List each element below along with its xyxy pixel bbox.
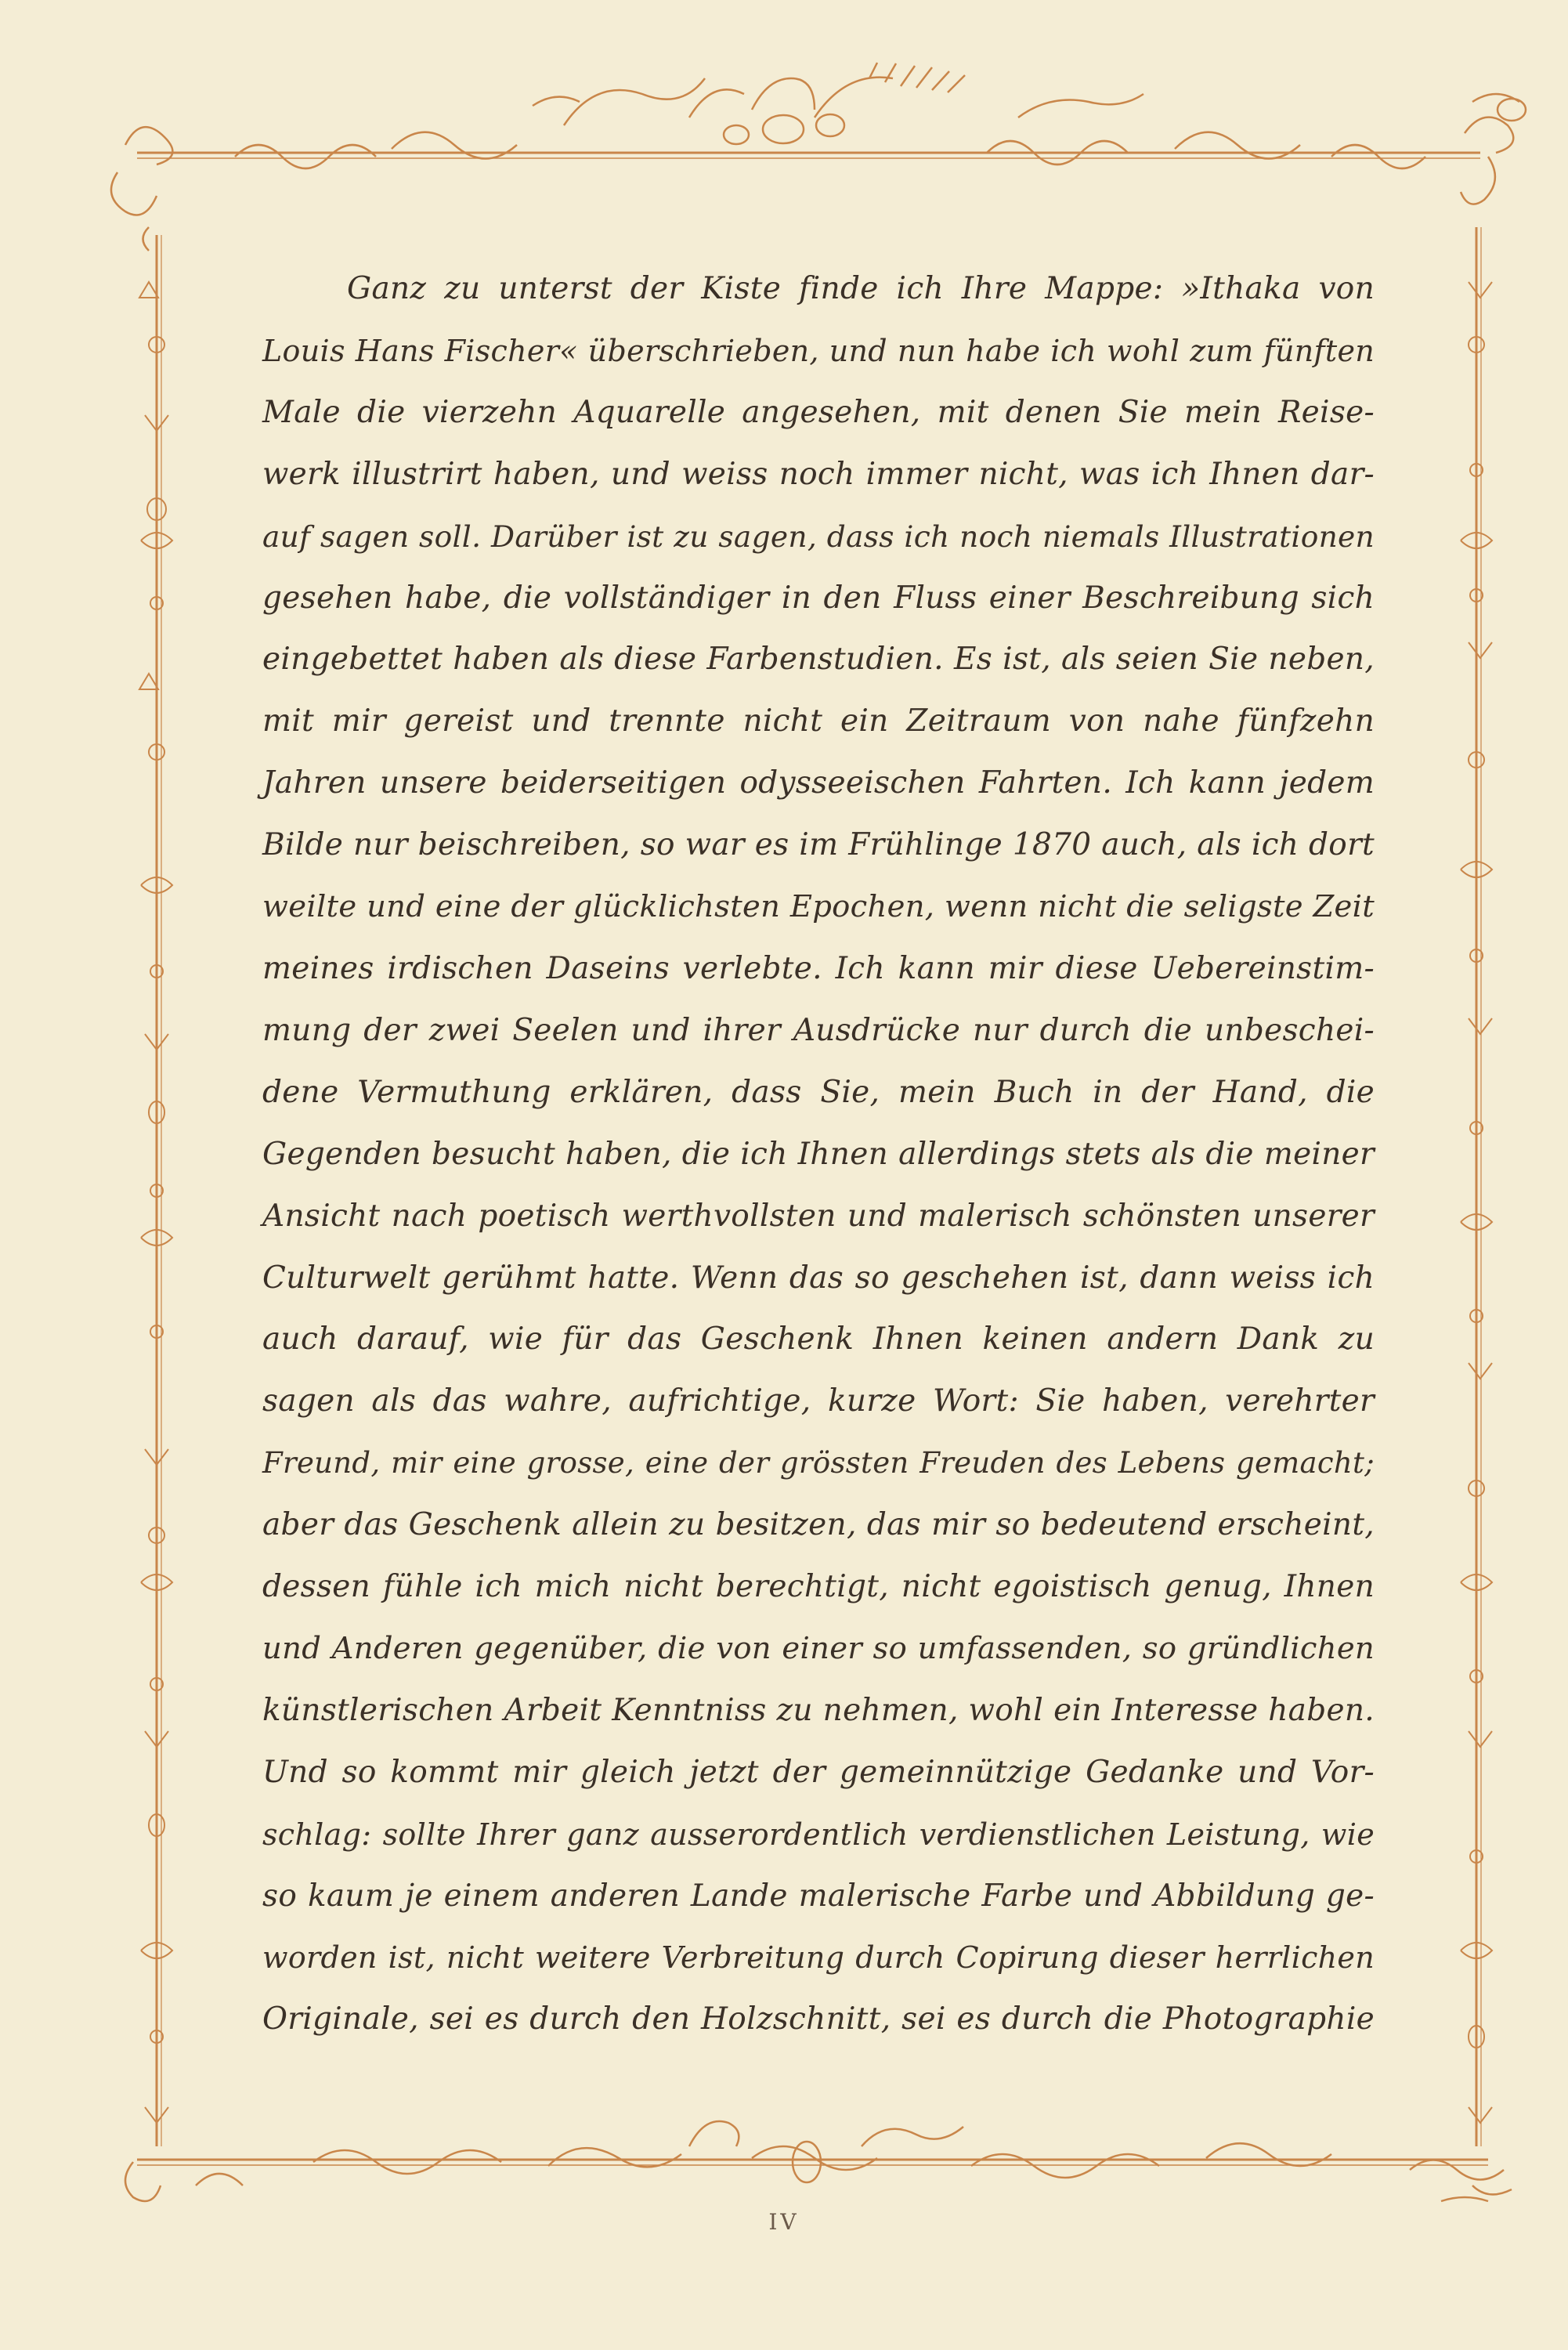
text-line: dene Vermuthung erklären, dass Sie, mein Buch in der Hand, die: [262, 1074, 1375, 1110]
text-line: Bilde nur beischreiben, so war es im Frühlinge 1870 auch, als ich dort: [262, 827, 1375, 863]
text-line: auch darauf, wie für das Geschenk Ihnen keinen andern Dank zu: [262, 1321, 1375, 1358]
text-line: Freund, mir eine grosse, eine der grössten Freuden des Lebens gemacht;: [262, 1446, 1375, 1480]
text-line: gesehen habe, die vollständiger in den Fluss einer Beschreibung sich: [262, 580, 1375, 616]
text-line: dessen fühle ich mich nicht berechtigt, nicht egoistisch genug, Ihnen: [262, 1569, 1375, 1605]
text-line: schlag: sollte Ihrer ganz ausserordentlich verdienstlichen Leistung, wie: [262, 1817, 1375, 1852]
text-line: Ganz zu unterst der Kiste finde ich Ihre Mappe: »Ithaka von: [347, 271, 1375, 306]
text-line: so kaum je einem anderen Lande malerische Farbe und Abbildung ge-: [262, 1878, 1375, 1914]
text-line: Ansicht nach poetisch werthvollsten und malerisch schönsten unserer: [262, 1198, 1375, 1234]
text-line: mung der zwei Seelen und ihrer Ausdrücke nur durch die unbeschei-: [262, 1012, 1375, 1048]
text-line: mit mir gereist und trennte nicht ein Zeitraum von nahe fünfzehn: [262, 703, 1375, 739]
bottom-scrollwork: [125, 2121, 1512, 2201]
text-line: Culturwelt gerühmt hatte. Wenn das so geschehen ist, dann weiss ich: [262, 1260, 1375, 1296]
text-line: sagen als das wahre, aufrichtige, kurze Wort: Sie haben, verehrter: [262, 1383, 1375, 1419]
text-line: Louis Hans Fischer« überschrieben, und nun habe ich wohl zum fünften: [262, 333, 1375, 368]
text-line: eingebettet haben als diese Farbenstudien. Es ist, als seien Sie neben,: [262, 642, 1375, 678]
text-line: Und so kommt mir gleich jetzt der gemeinnützige Gedanke und Vor-: [262, 1754, 1375, 1790]
top-scrollwork: [111, 63, 1526, 251]
text-line: und Anderen gegenüber, die von einer so umfassenden, so gründlichen: [262, 1630, 1375, 1666]
text-line: Gegenden besucht haben, die ich Ihnen allerdings stets als die meiner: [262, 1136, 1375, 1172]
text-line: Jahren unsere beiderseitigen odysseeischen Fahrten. Ich kann jedem: [262, 765, 1375, 801]
text-line: meines irdischen Daseins verlebte. Ich kann mir diese Uebereinstim-: [262, 950, 1375, 986]
text-line: Male die vierzehn Aquarelle angesehen, mit denen Sie mein Reise-: [262, 394, 1375, 430]
text-line: Originale, sei es durch den Holzschnitt, sei es durch die Photographie: [262, 2001, 1375, 2037]
text-line: werk illustrirt haben, und weiss noch immer nicht, was ich Ihnen dar-: [262, 456, 1375, 492]
text-line: weilte und eine der glücklichsten Epochen, wenn nicht die seligste Zeit: [262, 889, 1375, 925]
text-line: auf sagen soll. Darüber ist zu sagen, dass ich noch niemals Illustrationen: [262, 519, 1375, 554]
text-line: worden ist, nicht weitere Verbreitung durch Copirung dieser herrlichen: [262, 1940, 1375, 1976]
body-text: [262, 258, 1375, 2051]
page-number: IV: [768, 2209, 800, 2235]
text-line: aber das Geschenk allein zu besitzen, das mir so bedeutend erscheint,: [262, 1507, 1375, 1543]
text-line: künstlerischen Arbeit Kenntniss zu nehmen, wohl ein Interesse haben.: [262, 1692, 1375, 1728]
